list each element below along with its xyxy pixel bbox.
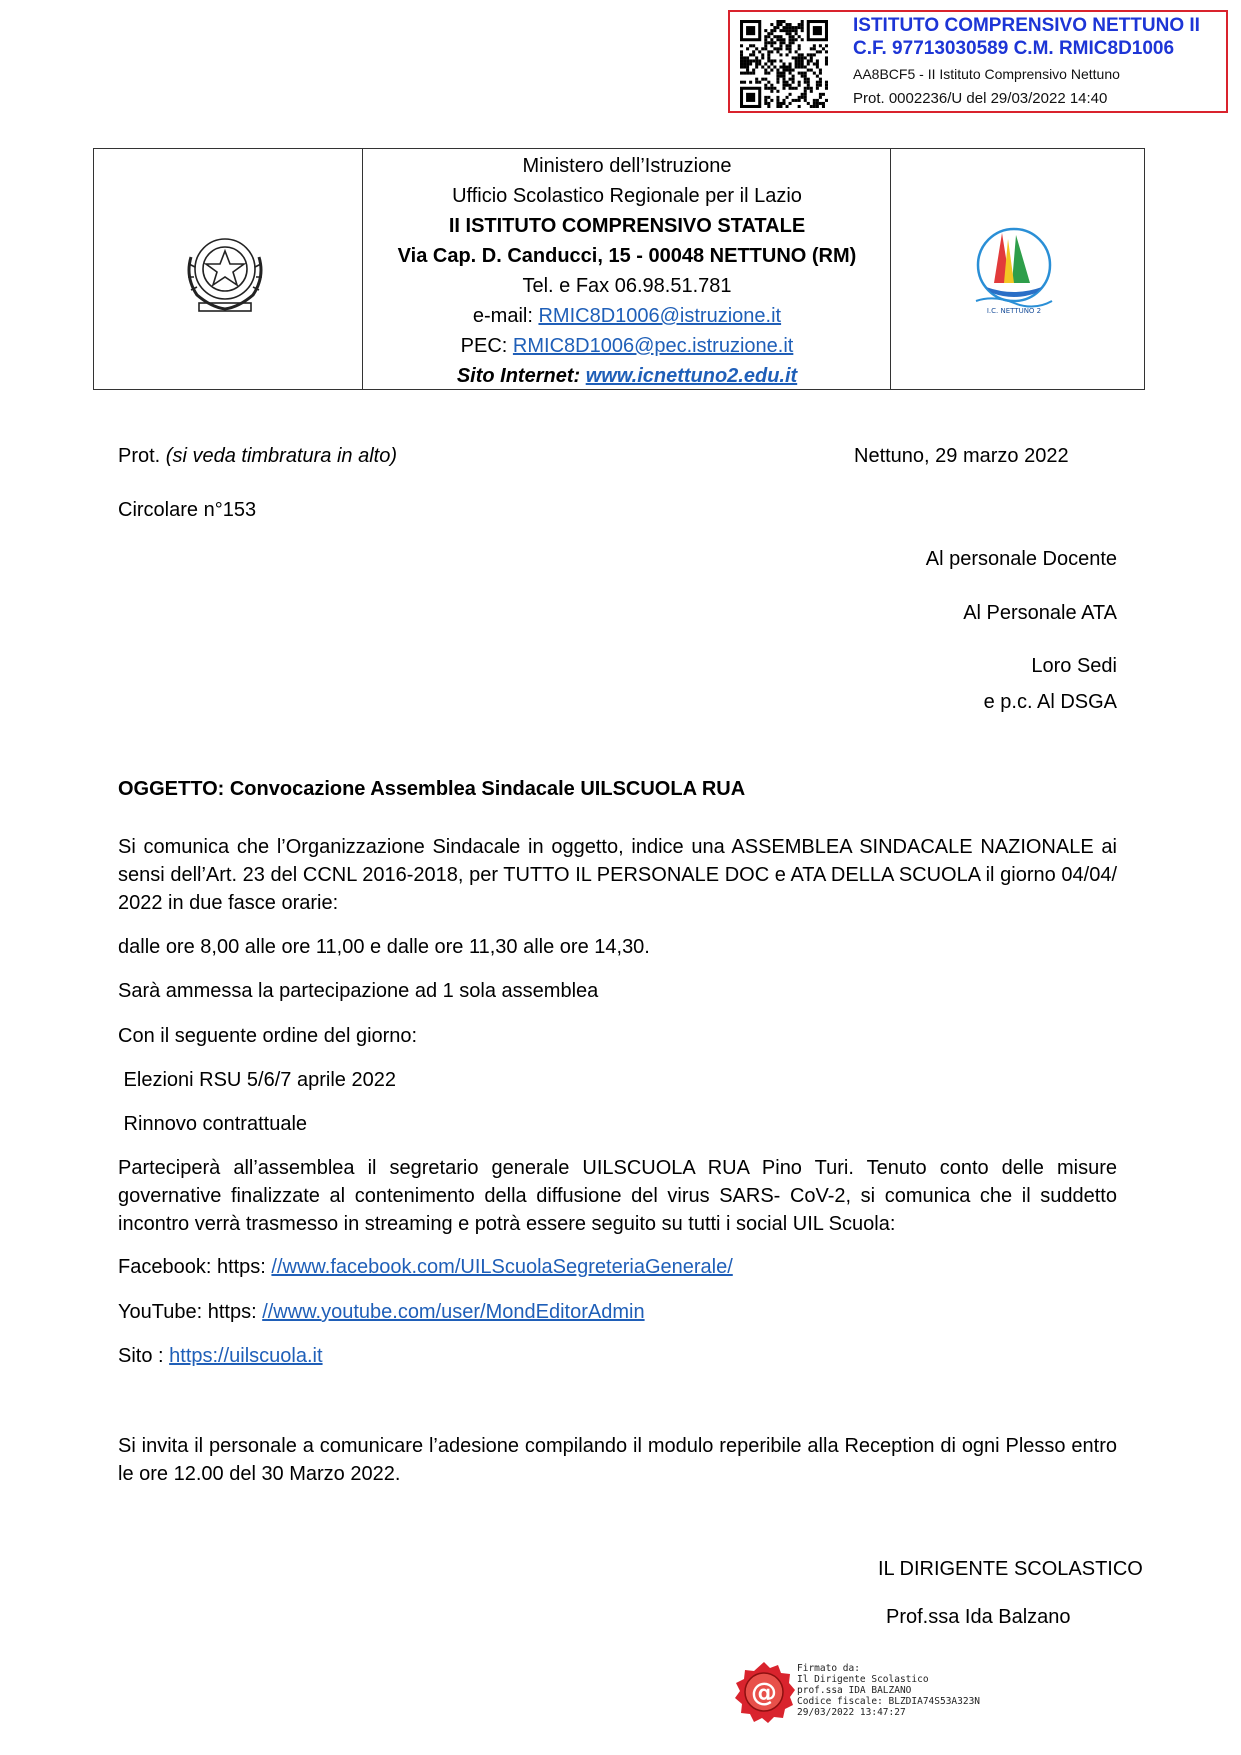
school-pec-line <box>364 331 890 361</box>
school-email-line <box>364 301 890 331</box>
school-logo-icon <box>964 225 1064 315</box>
stamp-line-4: Prot. 0002236/U del 29/03/2022 14:40 <box>853 90 1108 107</box>
facebook-line <box>118 1253 733 1281</box>
signature-meta-line: Firmato da: <box>797 1663 860 1674</box>
school-name: II ISTITUTO COMPRENSIVO STATALE <box>448 215 806 237</box>
facebook-label: Facebook: https: <box>118 1256 272 1278</box>
letterhead-table <box>93 148 1145 390</box>
signature-title: IL DIRIGENTE SCOLASTICO <box>878 1558 1143 1580</box>
letterhead-text <box>364 149 890 391</box>
subject-line: OGGETTO: Convocazione Assemblea Sindacale UILSCUOLA RUA <box>118 778 746 800</box>
email-link[interactable]: RMIC8D1006@istruzione.it <box>538 305 782 327</box>
paragraph-participation: Sarà ammessa la partecipazione ad 1 sola assemblea <box>118 980 599 1002</box>
uilscuola-site-label: Sito : <box>118 1345 170 1367</box>
signature-meta-line: 29/03/2022 13:47:27 <box>797 1707 906 1718</box>
site-label: Sito Internet: <box>456 365 586 387</box>
youtube-line <box>118 1298 645 1326</box>
youtube-link[interactable]: //www.youtube.com/user/MondEditorAdmin <box>262 1301 645 1323</box>
protocol-stamp <box>728 10 1228 113</box>
recipient-item: Loro Sedi <box>1031 655 1117 677</box>
school-phone: Tel. e Fax 06.98.51.781 <box>522 275 732 297</box>
signature-meta-line: prof.ssa IDA BALZANO <box>797 1685 912 1696</box>
regional-office: Ufficio Scolastico Regionale per il Lazio <box>452 185 802 207</box>
protocol-line <box>118 442 397 470</box>
paragraph-hours: dalle ore 8,00 alle ore 11,00 e dalle ore 11,30 alle ore 14,30. <box>118 936 650 958</box>
paragraph-announcement: Si comunica che l’Organizzazione Sindacale in oggetto, indice una ASSEMBLEA SINDACALE NAZIONALE ai sensi dell’Art. 23 del CCNL 2016-2018, per TUTTO IL PERSONALE DOC e ATA DELLA SCUOLA il giorno 04/04/ 2022 in due fasce orarie: <box>118 836 1117 914</box>
pec-link[interactable]: RMIC8D1006@pec.istruzione.it <box>512 335 794 357</box>
table-divider <box>362 149 363 389</box>
prot-label: Prot. <box>118 445 166 467</box>
italian-emblem-icon <box>177 227 273 317</box>
pec-label: PEC: <box>460 335 513 357</box>
site-link[interactable]: www.icnettuno2.edu.it <box>585 365 798 387</box>
stamp-line-3: AA8BCF5 - II Istituto Comprensivo Nettuno <box>853 66 1120 82</box>
stamp-line-1: ISTITUTO COMPRENSIVO NETTUNO II <box>853 15 1200 36</box>
facebook-link[interactable]: //www.facebook.com/UILScuolaSegreteriaGenerale/ <box>271 1256 733 1278</box>
prot-note: (si veda timbratura in alto) <box>165 445 397 467</box>
uilscuola-site-link[interactable]: https://uilscuola.it <box>169 1345 323 1367</box>
qr-code-icon <box>740 20 828 108</box>
paragraph-adhesion: Si invita il personale a comunicare l’adesione compilando il modulo reperibile alla Reception di ogni Plesso entro le ore 12.00 del 30 Marzo 2022. <box>118 1435 1117 1485</box>
school-site-line <box>364 361 890 391</box>
signature-meta-line: Codice fiscale: BLZDIA74S53A323N <box>797 1696 981 1707</box>
table-divider <box>890 149 891 389</box>
svg-text:@: @ <box>751 1678 777 1708</box>
signature-name: Prof.ssa Ida Balzano <box>886 1606 1071 1628</box>
agenda-item: Rinnovo contrattuale <box>118 1113 308 1135</box>
ministry-name: Ministero dell’Istruzione <box>522 155 732 177</box>
circular-number: Circolare n°153 <box>118 499 257 521</box>
agenda-item: Elezioni RSU 5/6/7 aprile 2022 <box>118 1069 396 1091</box>
email-label: e-mail: <box>472 305 539 327</box>
stamp-line-2: C.F. 97713030589 C.M. RMIC8D1006 <box>853 38 1175 59</box>
digital-signature-seal-icon <box>732 1660 796 1724</box>
digital-signature-text <box>797 1663 980 1718</box>
paragraph-agenda-intro: Con il seguente ordine del giorno: <box>118 1025 418 1047</box>
youtube-label: YouTube: https: <box>118 1301 263 1323</box>
school-address: Via Cap. D. Canducci, 15 - 00048 NETTUNO (RM) <box>397 245 857 267</box>
recipient-item: e p.c. Al DSGA <box>983 691 1117 713</box>
signature-meta-line: Il Dirigente Scolastico <box>797 1674 929 1685</box>
uilscuola-site-line <box>118 1342 323 1370</box>
place-date: Nettuno, 29 marzo 2022 <box>854 445 1069 467</box>
school-logo-text: I.C. NETTUNO 2 <box>986 307 1042 315</box>
paragraph-streaming: Parteciperà all’assemblea il segretario generale UILSCUOLA RUA Pino Turi. Tenuto conto delle misure governative finalizzate al contenimento della diffusione del virus SARS- CoV-2, si comunica che il suddetto incontro verrà trasmesso in streaming e potrà essere seguito su tutti i social UIL Scuola: <box>118 1157 1117 1235</box>
recipient-item: Al personale Docente <box>925 548 1117 570</box>
recipient-item: Al Personale ATA <box>963 602 1117 624</box>
